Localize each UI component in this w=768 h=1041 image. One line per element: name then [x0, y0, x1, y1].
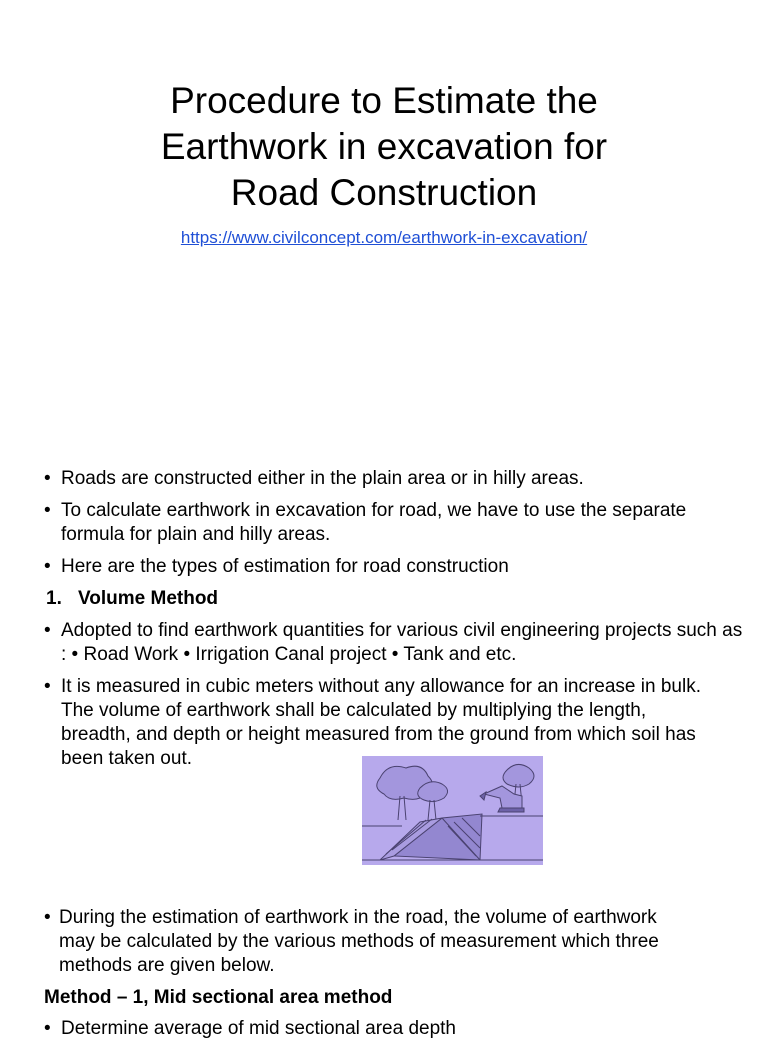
- list-item: • Determine average of mid sectional area depth: [44, 1018, 457, 1039]
- slide-title: Procedure to Estimate the Earthwork in excavation for Road Construction: [160, 80, 608, 213]
- bullet-icon: •: [44, 907, 51, 928]
- source-link[interactable]: https://www.civilconcept.com/earthwork-in-excavation/: [180, 228, 588, 247]
- excavation-illustration: [362, 756, 543, 865]
- list-item: • Adopted to find earthwork quantities for various civil engineering projects such as : • Road Work • Irrigation Canal project • Tank and etc.: [44, 620, 743, 665]
- slide3-content: [44, 906, 744, 1039]
- list-number: 1.: [46, 588, 62, 609]
- bullet-icon: •: [44, 676, 51, 697]
- excavation-drawing: [362, 756, 543, 865]
- list-item: • It is measured in cubic meters without any allowance for an increase in bulk. The volume of earthwork shall be calculated by multiplying the length, breadth, and depth or height measured from the ground from which soil has been taken out.: [44, 676, 701, 769]
- bullet-icon: •: [44, 468, 51, 489]
- method-label: Volume Method: [78, 588, 219, 609]
- list-item: • Here are the types of estimation for road construction: [44, 556, 509, 577]
- list-item: • Roads are constructed either in the plain area or in hilly areas.: [44, 468, 584, 489]
- bullet-icon: •: [44, 1018, 51, 1039]
- bullet-icon: •: [44, 556, 51, 577]
- list-item: • To calculate earthwork in excavation for road, we have to use the separate formula for plain and hilly areas.: [44, 500, 687, 545]
- method-heading: Method – 1, Mid sectional area method: [44, 987, 393, 1008]
- bullet-icon: •: [44, 500, 51, 521]
- slide2-content: [44, 467, 744, 779]
- list-item: • During the estimation of earthwork in the road, the volume of earthwork may be calculated by the various methods of measurement which three methods are given below.: [44, 907, 659, 976]
- numbered-heading: [46, 587, 744, 611]
- bullet-icon: •: [44, 620, 51, 641]
